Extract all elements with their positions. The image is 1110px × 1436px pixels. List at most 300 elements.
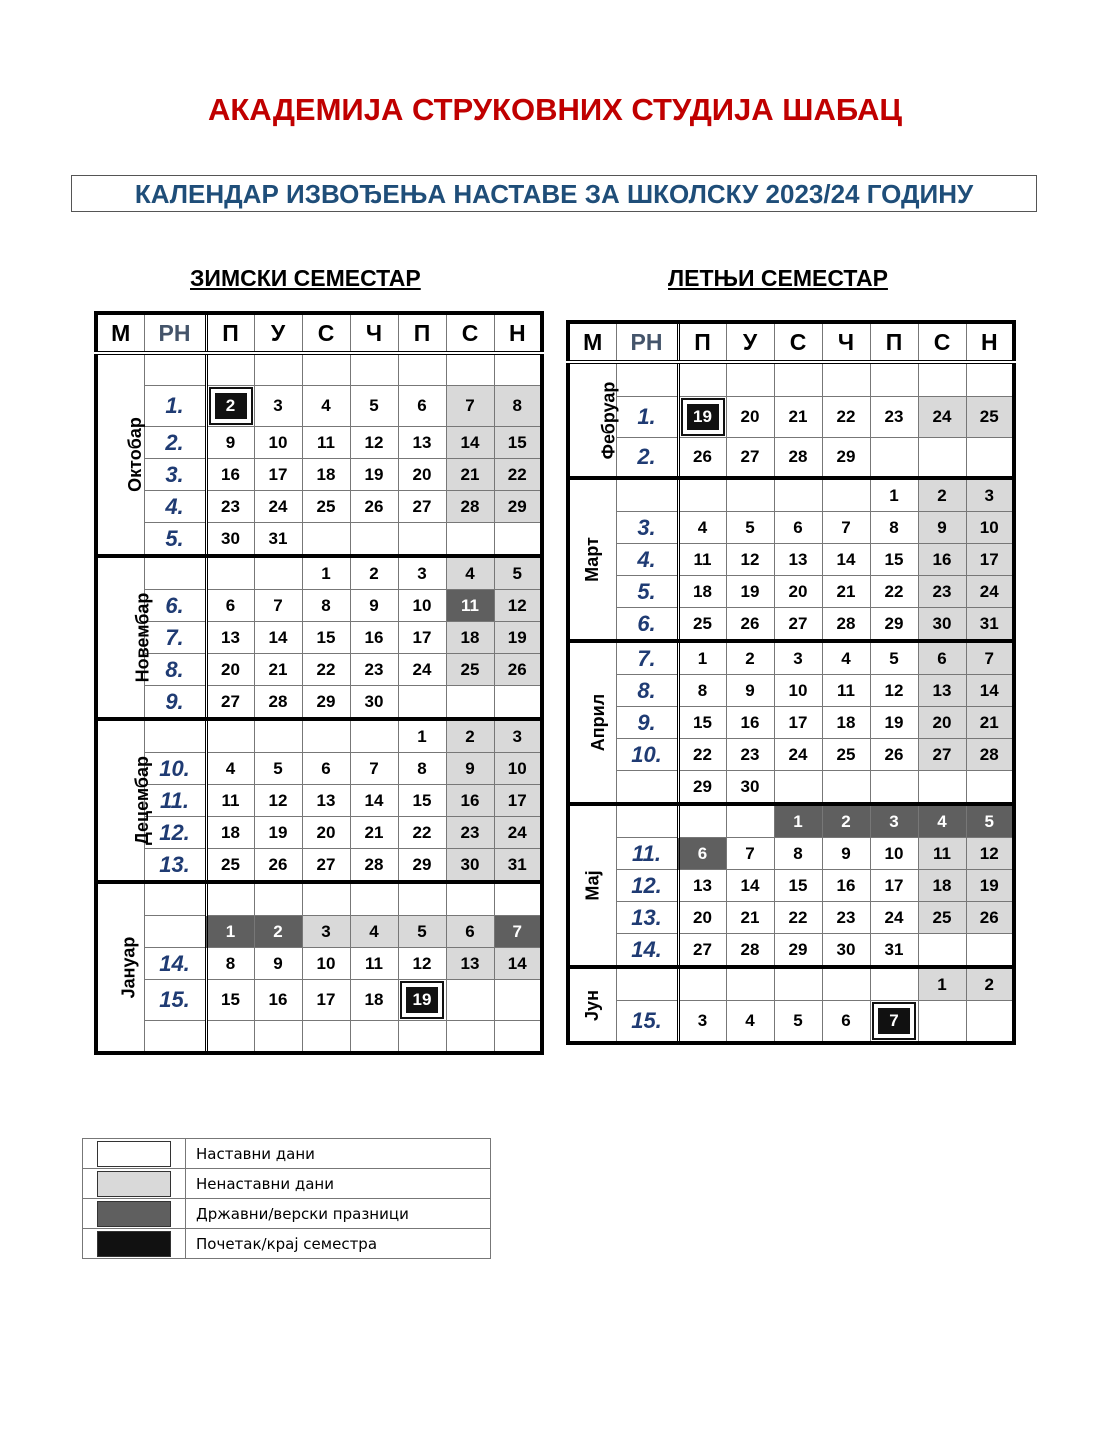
legend-swatch — [97, 1141, 171, 1167]
day-cell: 26 — [254, 849, 302, 883]
day-cell — [350, 1021, 398, 1054]
week-row — [568, 870, 1014, 902]
day-cell: 28 — [726, 934, 774, 968]
month-label-cell — [96, 882, 144, 1053]
week-number: 15. — [144, 980, 206, 1021]
day-cell — [726, 478, 774, 512]
day-cell: 18 — [822, 707, 870, 739]
day-cell — [966, 1001, 1014, 1044]
week-row — [568, 934, 1014, 968]
day-cell: 30 — [726, 771, 774, 805]
day-cell: 27 — [774, 608, 822, 642]
week-number: 13. — [616, 902, 678, 934]
day-cell — [206, 556, 254, 590]
day-cell — [918, 934, 966, 968]
day-cell: 22 — [302, 654, 350, 686]
month-name: Децембар — [132, 755, 153, 846]
day-cell: 30 — [350, 686, 398, 720]
day-cell — [918, 438, 966, 479]
day-cell: 12 — [350, 427, 398, 459]
day-cell: 29 — [870, 608, 918, 642]
day-cell: 30 — [822, 934, 870, 968]
header-week-number: РН — [616, 322, 678, 362]
week-row — [568, 902, 1014, 934]
day-cell: 12 — [254, 785, 302, 817]
day-cell: 8 — [678, 675, 726, 707]
day-cell: 20 — [918, 707, 966, 739]
month-label-cell — [568, 362, 619, 478]
legend-row — [83, 1199, 491, 1229]
day-cell — [822, 478, 870, 512]
header-row — [568, 322, 1014, 362]
day-cell: 4 — [302, 386, 350, 427]
week-row — [96, 523, 542, 557]
day-cell — [870, 967, 918, 1001]
header-day: П — [398, 313, 446, 353]
legend-label: Наставни дани — [186, 1139, 491, 1169]
week-row — [568, 478, 1014, 512]
day-cell: 18 — [446, 622, 494, 654]
day-cell: 7 — [494, 916, 542, 948]
day-cell: 21 — [350, 817, 398, 849]
day-cell: 21 — [726, 902, 774, 934]
day-cell — [966, 934, 1014, 968]
day-cell: 22 — [494, 459, 542, 491]
day-cell — [206, 386, 254, 427]
week-number — [144, 916, 206, 948]
day-cell: 23 — [206, 491, 254, 523]
week-number: 4. — [144, 491, 206, 523]
day-cell: 23 — [918, 576, 966, 608]
month-name: Новембар — [132, 592, 153, 683]
legend-swatch-cell — [83, 1199, 186, 1229]
week-number — [144, 719, 206, 753]
week-row — [568, 397, 1014, 438]
day-cell: 8 — [206, 948, 254, 980]
day-cell: 2 — [726, 641, 774, 675]
day-cell: 23 — [446, 817, 494, 849]
day-cell: 8 — [494, 386, 542, 427]
day-cell: 25 — [918, 902, 966, 934]
day-cell: 25 — [678, 608, 726, 642]
day-cell: 7 — [350, 753, 398, 785]
day-cell: 6 — [206, 590, 254, 622]
week-number: 4. — [616, 544, 678, 576]
legend-swatch-cell — [83, 1139, 186, 1169]
day-cell: 12 — [494, 590, 542, 622]
day-cell: 24 — [494, 817, 542, 849]
day-cell: 25 — [206, 849, 254, 883]
day-cell — [774, 478, 822, 512]
calendar-subtitle: КАЛЕНДАР ИЗВОЂЕЊА НАСТАВЕ ЗА ШКОЛСКУ 2023/24 ГОДИНУ — [71, 175, 1037, 212]
day-cell: 26 — [966, 902, 1014, 934]
day-cell: 14 — [350, 785, 398, 817]
header-day: Н — [966, 322, 1014, 362]
day-cell: 19 — [254, 817, 302, 849]
month-label-cell — [568, 804, 616, 967]
day-cell — [774, 771, 822, 805]
day-cell: 17 — [302, 980, 350, 1021]
week-number: 5. — [144, 523, 206, 557]
week-row — [96, 753, 542, 785]
day-cell: 20 — [398, 459, 446, 491]
header-day: У — [726, 322, 774, 362]
day-cell: 26 — [678, 438, 726, 479]
week-row — [96, 386, 542, 427]
day-cell: 2 — [446, 719, 494, 753]
legend-row — [83, 1229, 491, 1259]
day-cell: 11 — [302, 427, 350, 459]
legend-label: Државни/верски празници — [186, 1199, 491, 1229]
day-cell: 25 — [822, 739, 870, 771]
week-row — [96, 686, 542, 720]
day-cell: 14 — [446, 427, 494, 459]
week-number: 5. — [616, 576, 678, 608]
day-cell: 9 — [918, 512, 966, 544]
summer-semester-table — [566, 320, 1016, 1045]
week-row — [96, 556, 542, 590]
semester-boundary-day: 7 — [876, 1006, 912, 1036]
day-cell: 24 — [774, 739, 822, 771]
page-title: АКАДЕМИЈА СТРУКОВНИХ СТУДИЈА ШАБАЦ — [208, 92, 902, 127]
day-cell: 14 — [494, 948, 542, 980]
day-cell: 8 — [398, 753, 446, 785]
day-cell: 22 — [822, 397, 870, 438]
day-cell: 29 — [678, 771, 726, 805]
day-cell: 23 — [870, 397, 918, 438]
day-cell: 19 — [870, 707, 918, 739]
day-cell: 19 — [966, 870, 1014, 902]
day-cell: 13 — [206, 622, 254, 654]
day-cell: 3 — [254, 386, 302, 427]
day-cell: 5 — [774, 1001, 822, 1044]
day-cell — [678, 478, 726, 512]
day-cell: 17 — [870, 870, 918, 902]
week-number: 1. — [616, 397, 678, 438]
week-row — [568, 641, 1014, 675]
day-cell — [398, 523, 446, 557]
day-cell: 15 — [398, 785, 446, 817]
day-cell — [302, 353, 350, 386]
day-cell: 13 — [678, 870, 726, 902]
day-cell: 24 — [398, 654, 446, 686]
day-cell: 30 — [206, 523, 254, 557]
day-cell — [822, 362, 870, 397]
month-name: Фебруар — [598, 381, 619, 459]
week-number: 12. — [144, 817, 206, 849]
day-cell: 12 — [966, 838, 1014, 870]
day-cell: 22 — [678, 739, 726, 771]
day-cell: 27 — [678, 934, 726, 968]
week-number: 2. — [616, 438, 678, 479]
month-name: Јун — [582, 989, 603, 1021]
day-cell: 11 — [918, 838, 966, 870]
week-row — [96, 980, 542, 1021]
day-cell — [494, 882, 542, 916]
day-cell: 31 — [870, 934, 918, 968]
day-cell: 3 — [398, 556, 446, 590]
legend-swatch — [97, 1231, 171, 1257]
day-cell: 27 — [726, 438, 774, 479]
day-cell: 26 — [494, 654, 542, 686]
day-cell: 13 — [446, 948, 494, 980]
day-cell — [206, 719, 254, 753]
day-cell: 15 — [774, 870, 822, 902]
day-cell: 5 — [494, 556, 542, 590]
day-cell: 23 — [726, 739, 774, 771]
week-row — [96, 622, 542, 654]
day-cell: 1 — [870, 478, 918, 512]
day-cell — [350, 882, 398, 916]
week-number: 12. — [616, 870, 678, 902]
day-cell — [494, 523, 542, 557]
header-day: Ч — [350, 313, 398, 353]
day-cell: 5 — [966, 804, 1014, 838]
day-cell — [398, 980, 446, 1021]
day-cell: 14 — [254, 622, 302, 654]
day-cell — [918, 362, 966, 397]
week-row — [96, 1021, 542, 1054]
week-row — [568, 438, 1014, 479]
day-cell: 4 — [446, 556, 494, 590]
day-cell: 6 — [774, 512, 822, 544]
day-cell — [254, 353, 302, 386]
day-cell — [398, 1021, 446, 1054]
day-cell: 11 — [678, 544, 726, 576]
week-number — [144, 1021, 206, 1054]
day-cell: 16 — [446, 785, 494, 817]
day-cell — [350, 353, 398, 386]
day-cell: 10 — [870, 838, 918, 870]
day-cell: 30 — [918, 608, 966, 642]
day-cell: 16 — [822, 870, 870, 902]
day-cell: 10 — [774, 675, 822, 707]
day-cell: 1 — [302, 556, 350, 590]
day-cell: 27 — [918, 739, 966, 771]
header-month: М — [96, 313, 144, 353]
header-day: С — [918, 322, 966, 362]
day-cell: 22 — [774, 902, 822, 934]
week-number — [616, 771, 678, 805]
day-cell — [774, 362, 822, 397]
day-cell — [446, 882, 494, 916]
day-cell: 15 — [206, 980, 254, 1021]
legend-swatch-cell — [83, 1169, 186, 1199]
day-cell: 16 — [350, 622, 398, 654]
month-name: Април — [588, 693, 609, 752]
week-number: 7. — [144, 622, 206, 654]
week-number — [144, 556, 206, 590]
day-cell: 31 — [966, 608, 1014, 642]
day-cell: 18 — [918, 870, 966, 902]
day-cell: 13 — [918, 675, 966, 707]
day-cell: 11 — [350, 948, 398, 980]
week-number: 10. — [144, 753, 206, 785]
day-cell: 18 — [678, 576, 726, 608]
day-cell: 10 — [494, 753, 542, 785]
day-cell — [350, 523, 398, 557]
week-number: 8. — [616, 675, 678, 707]
day-cell: 8 — [870, 512, 918, 544]
week-number: 15. — [616, 1001, 678, 1044]
day-cell: 3 — [678, 1001, 726, 1044]
day-cell: 10 — [398, 590, 446, 622]
day-cell — [446, 686, 494, 720]
day-cell: 9 — [206, 427, 254, 459]
month-name: Март — [582, 537, 603, 582]
day-cell: 2 — [254, 916, 302, 948]
day-cell: 16 — [918, 544, 966, 576]
day-cell: 12 — [870, 675, 918, 707]
week-number: 3. — [616, 512, 678, 544]
month-label-cell — [568, 478, 616, 641]
day-cell: 21 — [254, 654, 302, 686]
day-cell — [398, 353, 446, 386]
week-number: 9. — [144, 686, 206, 720]
day-cell: 27 — [206, 686, 254, 720]
day-cell: 13 — [774, 544, 822, 576]
week-row — [96, 817, 542, 849]
week-number: 14. — [144, 948, 206, 980]
header-month: М — [568, 322, 616, 362]
day-cell: 15 — [494, 427, 542, 459]
day-cell: 5 — [870, 641, 918, 675]
day-cell: 23 — [350, 654, 398, 686]
day-cell: 17 — [494, 785, 542, 817]
day-cell: 11 — [446, 590, 494, 622]
day-cell: 21 — [774, 397, 822, 438]
day-cell: 30 — [446, 849, 494, 883]
day-cell: 5 — [350, 386, 398, 427]
day-cell — [254, 882, 302, 916]
day-cell: 1 — [398, 719, 446, 753]
day-cell: 4 — [726, 1001, 774, 1044]
day-cell — [918, 771, 966, 805]
day-cell: 9 — [726, 675, 774, 707]
legend-label: Ненаставни дани — [186, 1169, 491, 1199]
day-cell — [966, 362, 1014, 397]
day-cell: 14 — [726, 870, 774, 902]
week-number — [144, 882, 206, 916]
day-cell: 7 — [254, 590, 302, 622]
legend — [82, 1138, 491, 1259]
day-cell: 29 — [302, 686, 350, 720]
day-cell: 22 — [870, 576, 918, 608]
month-label-cell — [96, 719, 153, 882]
day-cell: 29 — [774, 934, 822, 968]
day-cell — [206, 882, 254, 916]
week-number: 9. — [616, 707, 678, 739]
week-row — [96, 916, 542, 948]
day-cell: 7 — [446, 386, 494, 427]
day-cell — [398, 686, 446, 720]
legend-row — [83, 1169, 491, 1199]
day-cell: 15 — [870, 544, 918, 576]
week-row — [96, 459, 542, 491]
day-cell — [726, 362, 774, 397]
day-cell: 1 — [678, 641, 726, 675]
day-cell: 28 — [822, 608, 870, 642]
day-cell: 1 — [774, 804, 822, 838]
day-cell: 29 — [822, 438, 870, 479]
winter-semester-table — [94, 311, 544, 1055]
week-row — [96, 785, 542, 817]
week-row — [568, 362, 1014, 397]
week-number — [616, 804, 678, 838]
week-number: 8. — [144, 654, 206, 686]
week-number: 1. — [144, 386, 206, 427]
day-cell: 10 — [254, 427, 302, 459]
day-cell: 10 — [302, 948, 350, 980]
day-cell: 28 — [966, 739, 1014, 771]
day-cell: 14 — [966, 675, 1014, 707]
day-cell — [494, 353, 542, 386]
day-cell — [446, 980, 494, 1021]
week-number: 10. — [616, 739, 678, 771]
day-cell: 17 — [966, 544, 1014, 576]
day-cell: 27 — [398, 491, 446, 523]
day-cell — [446, 353, 494, 386]
header-day: П — [206, 313, 254, 353]
day-cell: 2 — [966, 967, 1014, 1001]
week-number — [616, 362, 678, 397]
day-cell: 24 — [966, 576, 1014, 608]
day-cell: 3 — [774, 641, 822, 675]
day-cell: 1 — [918, 967, 966, 1001]
legend-swatch — [97, 1171, 171, 1197]
day-cell: 26 — [350, 491, 398, 523]
day-cell: 9 — [254, 948, 302, 980]
day-cell: 25 — [966, 397, 1014, 438]
day-cell: 6 — [446, 916, 494, 948]
day-cell: 18 — [206, 817, 254, 849]
day-cell: 6 — [678, 838, 726, 870]
week-row — [96, 882, 542, 916]
day-cell — [678, 397, 726, 438]
day-cell — [254, 719, 302, 753]
header-day: С — [302, 313, 350, 353]
day-cell — [206, 353, 254, 386]
day-cell: 3 — [302, 916, 350, 948]
day-cell — [302, 523, 350, 557]
day-cell — [870, 771, 918, 805]
week-number: 3. — [144, 459, 206, 491]
day-cell: 3 — [966, 478, 1014, 512]
day-cell: 4 — [918, 804, 966, 838]
header-day: Ч — [822, 322, 870, 362]
day-cell — [678, 362, 726, 397]
day-cell: 29 — [494, 491, 542, 523]
day-cell — [446, 523, 494, 557]
legend-row — [83, 1139, 491, 1169]
day-cell: 25 — [446, 654, 494, 686]
day-cell: 3 — [494, 719, 542, 753]
day-cell: 4 — [350, 916, 398, 948]
day-cell: 2 — [350, 556, 398, 590]
day-cell: 17 — [254, 459, 302, 491]
day-cell — [822, 771, 870, 805]
week-row — [568, 512, 1014, 544]
day-cell: 7 — [726, 838, 774, 870]
week-row — [568, 1001, 1014, 1044]
day-cell: 19 — [350, 459, 398, 491]
week-row — [568, 804, 1014, 838]
day-cell: 19 — [494, 622, 542, 654]
summer-semester-title: ЛЕТЊИ СЕМЕСТАР — [668, 265, 888, 291]
day-cell: 11 — [206, 785, 254, 817]
day-cell — [678, 804, 726, 838]
day-cell: 6 — [918, 641, 966, 675]
